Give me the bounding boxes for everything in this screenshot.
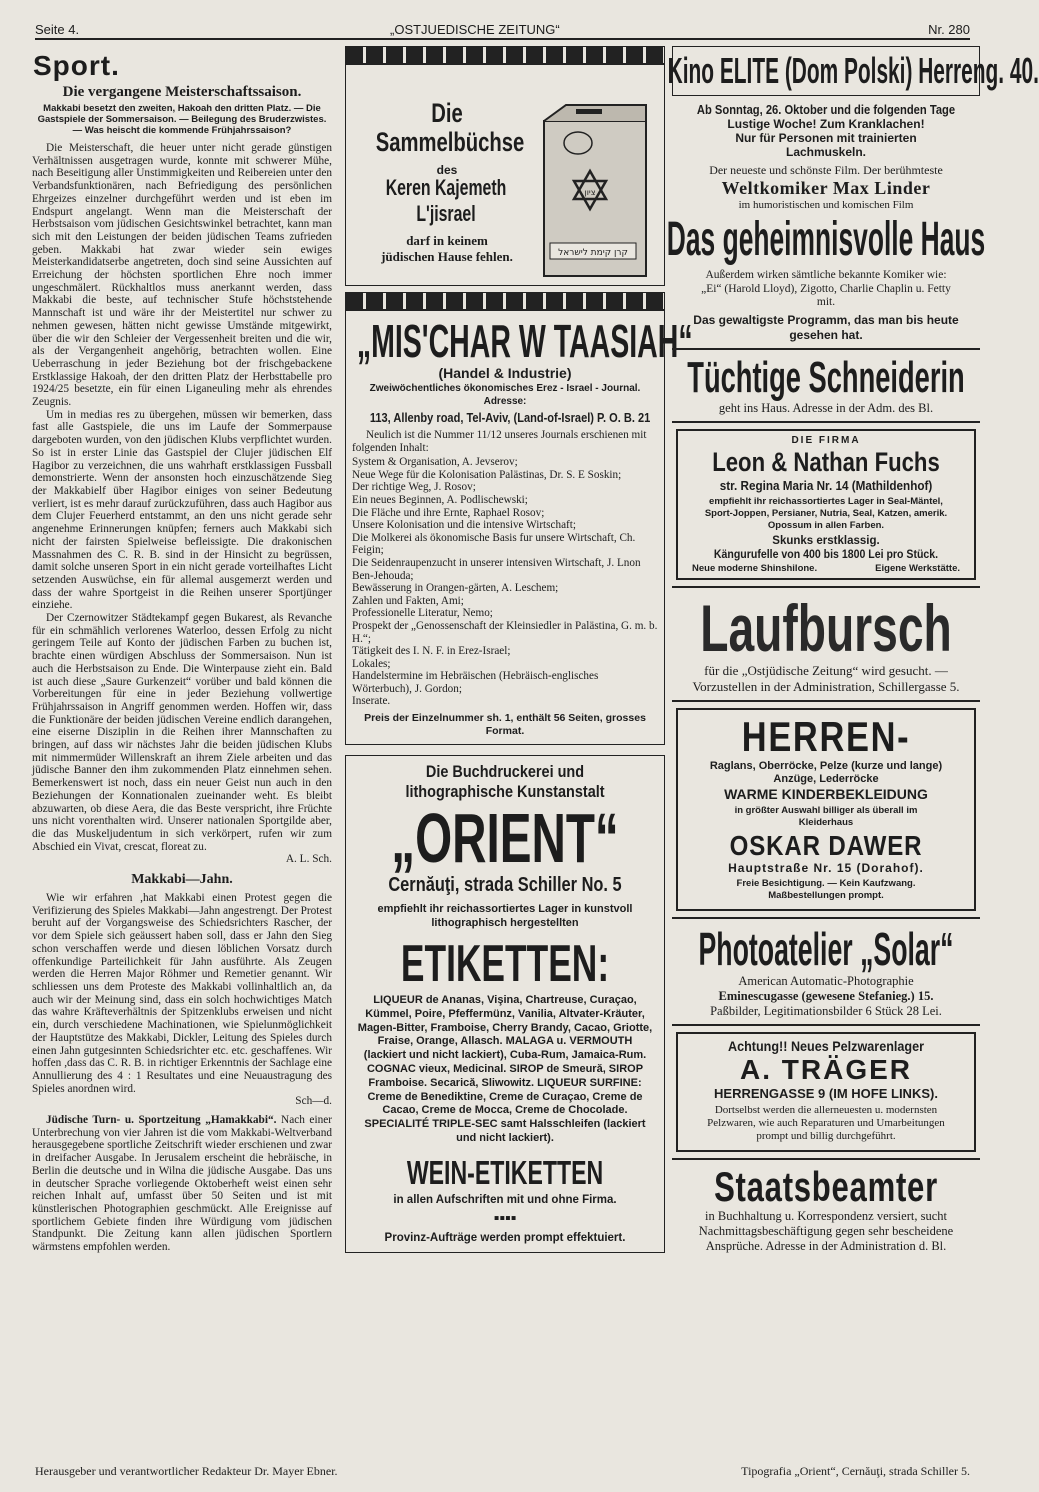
footer-editor: Herausgeber und verantwortlicher Redakteur Dr. Mayer Ebner. (35, 1464, 338, 1478)
ad-text: Paßbilder, Legitimationsbilder 6 Stück 28 Lei. (710, 1003, 942, 1018)
ad-text: des (436, 163, 458, 177)
footer-printer: Tipografia „Orient“, Cernăuţi, strada Schiller 5. (741, 1464, 970, 1478)
ad-head: Achtung!! Neues Pelzwarenlager (727, 1037, 925, 1054)
list-item: Der richtige Weg, J. Rosov; (352, 481, 476, 494)
ad-text: geht ins Haus. Adresse in der Adm. des Bl. (718, 400, 934, 415)
ad-address: 113, Allenby road, Tel-Aviv, (Land-of-Israel) P. O. B. 21 (369, 410, 651, 425)
ad-address: str. Regina Maria Nr. 14 (Mathildenhof) (719, 477, 933, 493)
kino-ad (667, 46, 1039, 96)
pattern-border (346, 47, 664, 65)
ad-subtitle: (Handel & Industrie) (438, 365, 572, 381)
list-item: Die Molkerei als ökonomische Basis fur unsere Wirtschaft, Ch. Feigin; (352, 531, 636, 557)
list-item: System & Organisation, A. Jevserov; (352, 456, 518, 469)
list-item: Professionelle Literatur, Nemo; (352, 607, 493, 620)
list-item: Unsere Kolonisation und die intensive Wirtschaft; (352, 519, 576, 532)
ad-text: Dortselbst werden die allerneuesten u. modernsten Pelzwaren, wie auch Reparaturen und Umarbeitungen prompt und billig durchgeführt. (707, 1103, 945, 1142)
ad-address: Hauptstraße Nr. 15 (Dorahof). (728, 860, 924, 875)
ad-text: Das gewaltigste Programm, das man bis heute gesehen hat. (693, 312, 959, 342)
ad-title: A. TRÄGER (740, 1053, 912, 1085)
left-column (28, 46, 336, 1470)
ornament-icon: ▪▪▪▪ (493, 1209, 517, 1227)
ad-text: Eigene Werkstätte. (875, 562, 960, 574)
collection-box-illustration (536, 97, 654, 280)
ad-text: Lustige Woche! Zum Kranklachen! (727, 117, 925, 131)
divider (672, 586, 980, 588)
product-list: LIQUEUR de Ananas, Vişina, Chartreuse, Curaçao, Kümmel, Poire, Pfeffermünz, Vanilia, Altvater-Kräuter, Magen-Bitter, Framboise, Cherry Brandy, Cacao, Griotte, Fraise, Orange, Allasch. MALAGA u. VERMOUTH (lackiert und nicht lackiert), Cuba-Rum, Jamaica-Rum. COGNAC vieux, Medicinal. SIROP de Smeură, SIROP Framboise. Secarică, Sliwowitz. LIQUEUR SURFINE: Creme de Benediktine, Creme de Curaçao, Creme de Cacao, Creme de Mocca, Creme de Chocolade. SPECIALITÉ TRIPLE-SEC samt Halsschleifen (lackiert und nicht lackiert). (357, 994, 653, 1145)
section-title: Sport. (33, 50, 120, 81)
middle-column (345, 46, 693, 1470)
divider (672, 421, 980, 423)
pattern-border (346, 293, 664, 311)
list-item: Handelstermine im Hebräischen (Hebräisch-englisches Wörterbuch), J. Gordon; (352, 670, 599, 695)
article-subhead: Makkabi besetzt den zweiten, Hakoah den dritten Platz. — Die Gastspiele der Sommersaison. — Beilegung des Bruderzwistes. — Was heischt die kommende Frühjahrssaison? (37, 103, 327, 136)
ad-text: in größter Auswahl billiger als überall im Kleiderhaus (734, 804, 918, 828)
page-number: Seite 4. (35, 22, 80, 37)
can-label: קרן קימת לישראל (558, 248, 628, 258)
ad-title: Laufbursch (700, 590, 952, 665)
list-item: Prospekt der „Genossenschaft der Kleinsiedler in Palästina, G. m. b. H.“; (352, 619, 658, 645)
divider (672, 917, 980, 919)
fuchs-ad (676, 429, 976, 580)
list-item: Bewässerung in Orangen-gärten, A. Leschem; (352, 582, 559, 595)
ad-text (352, 233, 542, 265)
ad-text: in Buchhaltung u. Korrespondenz versiert, sucht Nachmittagsbeschäftigung gegen sehr bescheidene Ansprüche. Adresse in der Administration d. Bl. (698, 1208, 954, 1253)
ad-text: Neue moderne Shinshilone. (692, 562, 818, 574)
ad-text: WARME KINDERBEKLEIDUNG (724, 785, 928, 802)
ad-title: „ORIENT“ (391, 799, 619, 878)
ad-title: Staatsbeamter (714, 1162, 938, 1210)
ad-date: Ab Sonntag, 26. Oktober und die folgenden Tage (696, 102, 956, 117)
list-item: Ein neues Beginnen, A. Podlischewski; (352, 493, 528, 506)
ad-text: empfiehlt ihr reichassortiertes Lager in Seal-Mäntel, Sport-Joppen, Persianer, Nutria, Seal, Katzen, amerik. Opossum in allen Farben. (704, 495, 948, 531)
article-signature: Sch—d. (295, 1095, 332, 1108)
ad-text: Raglans, Oberröcke, Pelze (kurze und lange) Anzüge, Lederröcke (709, 759, 943, 785)
ad-text: DIE FIRMA (791, 434, 861, 446)
ad-text: Nur für Personen mit trainierten Lachmuskeln. (735, 131, 917, 159)
sammelbuechse-ad (345, 46, 665, 286)
ad-text: Provinz-Aufträge werden prompt effektuiert. (384, 1231, 626, 1244)
ad-desc: Zweiwöchentliches ökonomisches Erez - Israel - Journal. (369, 383, 641, 394)
ad-title: HERREN- (741, 712, 911, 760)
paragraph: Um in medias res zu übergehen, müssen wir bemerken, dass fast alle Gastspiele, die uns im Laufe der Sommerpause dargeboten wurden, von den jüdischen Klubs verpflichtet wurden. So ist in erster Linie das Gastspiel der Clujer jüdischen Elf Hagibor zu verzeichnen, die uns wahrhaft erstklassigen Fussball demonstrierte. Wenn der ansonsten hoch einzuschätzende Sieg der Makkabielf über Hagibor einiges von seiner Bedeutung verliert, ist es mehr darauf zurückzuführen, dass auch Hagibor aus dem Clujer Feuerherd entstammt, an den uns nicht gerade sehr angenehme Erinnerungen knüpfen; ferners auch Makkabi sich nicht der fairsten Spielweise befleissigte. Die drakonischen Massnahmen des C. R. B. sind in der Hinsicht zu begrüssen, damit solche unseren Sport in ein nicht gerade vorteilhaftes Licht setzenden Auswüchse, ein für allemal ausgemerzt werden und dass der wahre Sportgeist in die Reihen unserer Sportjünger einziehe. (32, 408, 332, 612)
list-item: Zahlen und Fakten, Ami; (352, 594, 464, 607)
paper-title: „OSTJUEDISCHE ZEITUNG“ (390, 22, 560, 37)
movie-title: Das geheimnisvolle Haus (666, 213, 986, 266)
svg-text:ציון: ציון (584, 188, 596, 197)
ad-title: Photoatelier „Solar“ (698, 922, 954, 975)
issue-number: Nr. 280 (928, 22, 970, 37)
paragraph: Die Meisterschaft, die heuer unter nicht gerade günstigen Verhältnissen ausgetragen wurde, konnte mit schwerer Mühe, nach Beseitigung aller Unstimmigkeiten und Reibereien unter den Verbandsfunktionären, nach Befriedigung des persönlichen Ehrgeizes einzelner durchgeführt werden und ist eben im Endspurt angelangt. Wenn man die Meisterschaft der Herbstsaison vom jüdischen Gesichtswinkel betrachtet, kann man sich mit den Leistungen der beiden jüdischen Teams zufrieden geben. Makkabi hat zwar wieder sein ewiges Meisterkandidatserbe angetreten, doch sind seine Aussichten auf Erreichung der höchsten sportlichen Ehre noch immer ungeschmälert. Rückhaltlos muss anerkannt werden, dass Makkabi die beste, auf technischer Stufe höchststehende Mannschaft ist und wäre ihr der Meistertitel nur schwer zu nehmen gewesen, hätten nicht gewisse Umstände mitgewirkt, über die wir den Schleier der Vergessenheit breiten und die wir, als der Vergangenheit angehörig, betrachten wollen. Eine Ueberraschung in jeder Beziehung bot der frischgebackene Erstklassige Hakoah, der den dritten Platz der Herbsttabelle pro 1924/25 besetzte, ein für einen Liganeuling mehr als ehrendes Zeugnis. (32, 142, 332, 409)
ad-headline: WEIN-ETIKETTEN (406, 1153, 604, 1191)
article-body (32, 142, 332, 866)
address-label: Adresse: (483, 396, 527, 407)
list-item: Neue Wege für die Kolonisation Palästinas, Dr. S. E Soskin; (352, 468, 622, 481)
ad-text: Der neueste und schönste Film. Der berühmteste (709, 163, 943, 177)
ad-name: OSKAR DAWER (729, 829, 923, 861)
page-header (35, 22, 970, 38)
article-title: Die vergangene Meisterschaftssaison. (62, 84, 302, 100)
ad-text: Freie Besichtigung. — Kein Kaufzwang. Maßbestellungen prompt. (736, 877, 916, 901)
ad-headline: ETIKETTEN: (400, 935, 610, 994)
ad-title: „MIS'CHAR W TAASIAH“ (356, 315, 693, 367)
ad-text: Eminescugasse (gewesene Stefanieg.) 15. (718, 988, 934, 1003)
ad-title: Tüchtige Schneiderin (687, 352, 965, 402)
ad-text: im humoristischen und komischen Film (738, 199, 914, 211)
mischar-ad (345, 292, 693, 745)
contents-list (352, 456, 658, 708)
paragraph: Wie wir erfahren ,hat Makkabi einen Protest gegen die Verifizierung des Spieles Makkabi—Jahn angestrengt. Der Protest beruht auf der Vorgangsweise des Schiedsrichters Rascher, der vor dem Spiele sich geäussert haben soll, dass er Jahn den Sieg schon verschaffen werde und diesen löblichen Vorsatz durch offenkundige Parteilichkeit für Jahn ausführte. Als Zeugen werden die Herren Major Röhmer und Remetier genannt. Wir schliessen uns dem Proteste des Makkabi vollinhaltlich an, da auch wir der Meinung sind, dass ein solch hochwichtiges Match das wahre Kräfteverhältnis der Spitzenklubs erweisen und nicht ein, durch verschiedene Machinationen, wie Spielunmöglichkeit der Hauptstütze des Makkabi, Dickler, Leitung des Spieles durch einen Jahn gutgesinnten Schiedsrichter etc. etc. geschaffenes. Wir hoffen ,dass das C. R. B. in richtiger Erkenntnis der Sachlage eine Annullierung des 4 : 1 Resultates und eine Neuaustragung des Spieles anordnen wird. (32, 892, 332, 1095)
ad-line: jüdischen Hause fehlen. (381, 249, 513, 264)
divider (672, 1158, 980, 1160)
paragraph: Der Czernowitzer Städtekampf gegen Bukarest, als Revanche für ein schmählich verlorenes Waterloo, dessen Erfolg zu nicht geringem Teile auf Konto der jüdischen Farben zu buchen ist, brachte einen würdigen Abschluss der Sommersaison. Nun ist auch die Herbstsaison zu Ende. Die Winterpause zieht ein. Bald ist auch diese „Saure Gurkenzeit“ vorüber und bald können die Vorbereitungen für eine in jeder Beziehung vollwertige Frühjahrssaison in Angriff genommen werden. Hoffen wir, dass die Funktionäre der beiden jüdischen Vereine endlich darangehen, eine eiserne Disziplin in die Reihen ihrer Mannschaften zu bringen, auf dass wir nächstes Jahr die beiden jüdischen Klubs mit nimmermüder Willenskraft an ihrem Ziele arbeiten und das jüdische Banner den ihm zukommenden Platz einnehmen sehen. Bemerkenswert ist noch, dass ein neuer Geist nun auch in den Beziehungen der Konnationalen zueinander weht. Es bleibt abzuwarten, ob diese Aera, die das Beste verspricht, ihre Früchte uns nicht vorenthalten wird. Unserer nationalen Sportgilde aber, die das Muskeljudentum in sich verkörpert, rufen wir zum Abschied ein Vivat, crescat, floreat zu. (32, 612, 332, 853)
page-footer (35, 1464, 970, 1484)
ad-price: Kängurufelle von 400 bis 1800 Lei pro Stück. (713, 546, 939, 561)
article-title: Makkabi—Jahn. (131, 872, 233, 888)
ad-address: Cernăuţi, strada Schiller No. 5 (388, 874, 622, 897)
list-item: Lokales; (352, 657, 391, 670)
ad-text: Skunks erstklassig. (772, 534, 880, 547)
article-title: Jüdische Turn- u. Sportzeitung „Hamakkabi“. (46, 1114, 277, 1127)
right-column (666, 46, 1039, 1470)
ad-intro: Neulich ist die Nummer 11/12 unseres Journals erschienen mit folgenden Inhalt: (352, 429, 647, 454)
ad-text: American Automatic-Photographie (738, 973, 914, 988)
ad-price: Preis der Einzelnummer sh. 1, enthält 56 Seiten, grosses Format. (364, 712, 646, 738)
ad-title: Leon & Nathan Fuchs (712, 446, 940, 477)
article-signature: A. L. Sch. (285, 853, 332, 866)
ad-head: Die Buchdruckerei und lithographische Kunstanstalt (405, 762, 605, 802)
traeger-ad (676, 1032, 976, 1152)
article-body (32, 892, 332, 1108)
ad-komiker: Weltkomiker Max Linder (721, 178, 931, 198)
divider (672, 1024, 980, 1026)
ad-text: für die „Ostjüdische Zeitung“ wird gesucht. — Vorzustellen in der Administration, Schillergasse 5. (692, 662, 960, 694)
ad-text: empfiehlt ihr reichassortiertes Lager in kunstvoll lithographisch hergestellten (377, 903, 633, 930)
ad-line: darf in keinem (406, 233, 488, 248)
list-item: Die Fläche und ihre Ernte, Raphael Rosov; (352, 506, 545, 519)
article-body (32, 1114, 332, 1254)
dawer-ad (676, 708, 976, 911)
orient-ad (345, 755, 665, 1253)
ad-title: Die Sammelbüchse (375, 98, 525, 157)
list-item: Tätigkeit des I. N. F. in Erez-Israel; (352, 645, 511, 658)
list-item: Inserate. (352, 695, 391, 708)
list-item: Die Seidenraupenzucht in unserer intensiven Wirtschaft, J. Lnon Ben-Jehouda; (352, 556, 641, 582)
divider (672, 348, 980, 350)
header-rule (35, 38, 970, 40)
ad-org: Keren Kajemeth L'jisrael (385, 175, 507, 226)
ad-address: HERRENGASSE 9 (IM HOFE LINKS). (714, 1085, 938, 1101)
ad-title: Kino ELITE (Dom Polski) Herreng. 40. (667, 50, 1039, 91)
paragraph: Nach einer Unterbrechung von vier Jahren ist die vom Makkabi-Weltverband herausgegebene sportliche Zeitschrift wieder erschienen und zwar in dreifacher Ausgabe. In Jerusalem erscheint die hebräische, in Berlin die deutsche und in Wilna die jüdische Ausgabe. Das uns in deutscher Sprache vorliegende Oktoberheft weist einen sehr reichen Inhalt auf, umfasst über 50 Seiten und ist mit künstlerischen Photographien geschmückt. Alle Ereignisse auf sportlichem Gebiete finden ihre Würdigung vom jüdischen Standpunkt. Die Zeitung kann allen jüdischen Sportlern wärmstens empfohlen werden. (32, 1114, 333, 1254)
ad-text: Außerdem wirken sämtliche bekannte Komiker wie: „Ei“ (Harold Lloyd), Zigotto, Charlie Chaplin u. Fetty mit. (701, 269, 951, 308)
ad-text: in allen Aufschriften mit und ohne Firma. (393, 1193, 617, 1206)
divider (672, 700, 980, 702)
